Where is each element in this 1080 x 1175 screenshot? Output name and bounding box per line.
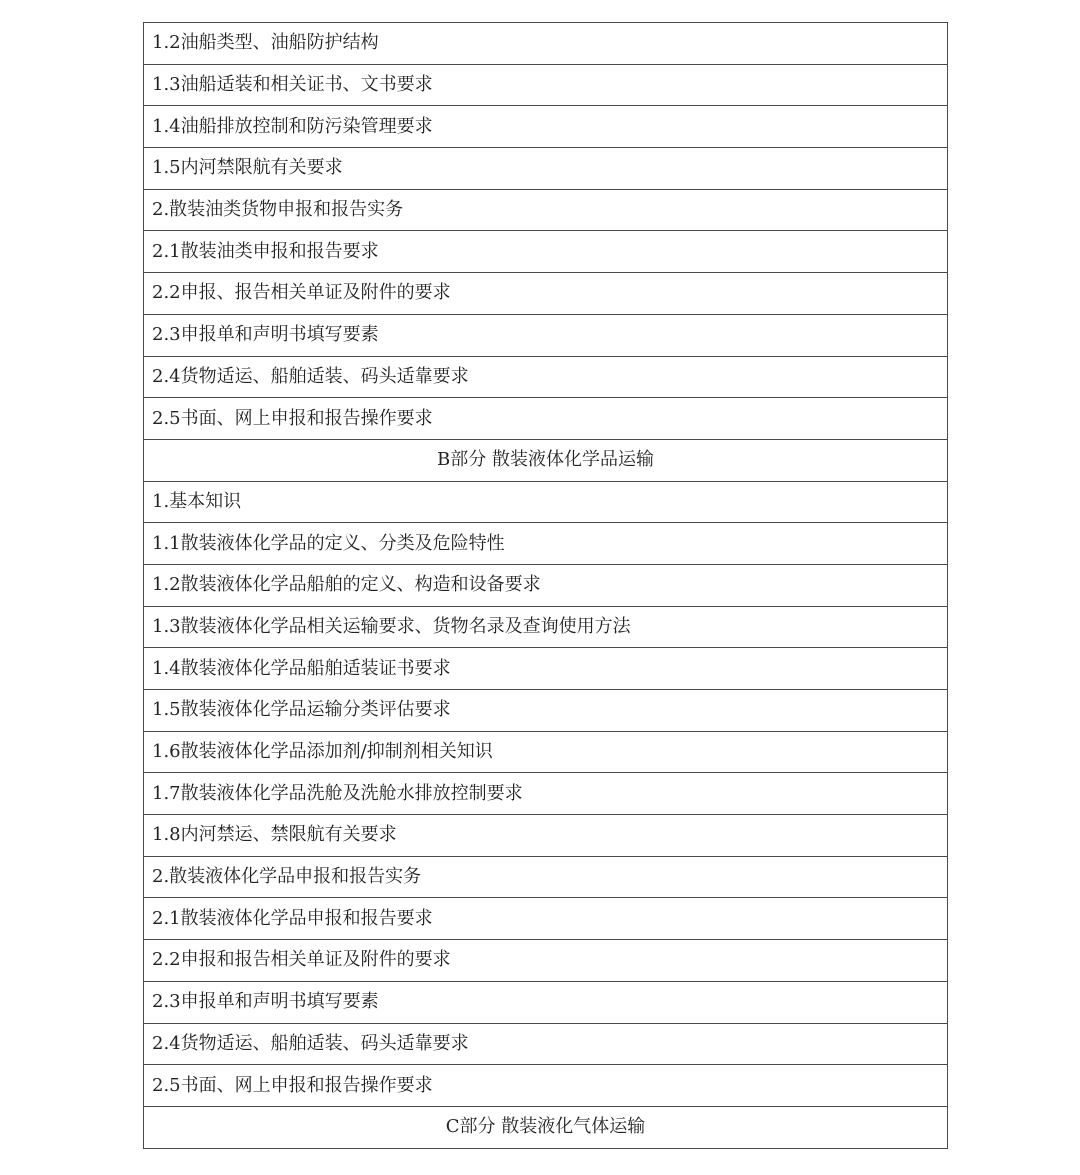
- syllabus-table: [143, 22, 948, 1149]
- table-cell: 2.3申报单和声明书填写要素: [144, 314, 948, 356]
- table-row: [144, 856, 948, 898]
- table-cell: 1.5内河禁限航有关要求: [144, 148, 948, 190]
- table-cell: 2.4货物适运、船舶适装、码头适靠要求: [144, 1023, 948, 1065]
- table-row: [144, 898, 948, 940]
- table-row: [144, 64, 948, 106]
- section-heading: B部分 散装液体化学品运输: [144, 439, 948, 481]
- table-row: [144, 231, 948, 273]
- section-heading: C部分 散装液化气体运输: [144, 1106, 948, 1148]
- table-row: [144, 189, 948, 231]
- table-cell: 1.7散装液体化学品洗舱及洗舱水排放控制要求: [144, 773, 948, 815]
- table-row: [144, 773, 948, 815]
- table-cell: 1.4油船排放控制和防污染管理要求: [144, 106, 948, 148]
- table-cell: 2.散装液体化学品申报和报告实务: [144, 856, 948, 898]
- table-row: [144, 606, 948, 648]
- table-row: [144, 1023, 948, 1065]
- table-row: [144, 314, 948, 356]
- table-row: [144, 106, 948, 148]
- table-cell: 2.散装油类货物申报和报告实务: [144, 189, 948, 231]
- table-row: [144, 356, 948, 398]
- table-cell: 1.6散装液体化学品添加剂/抑制剂相关知识: [144, 731, 948, 773]
- table-row: [144, 940, 948, 982]
- table-row: [144, 564, 948, 606]
- table-row: [144, 148, 948, 190]
- table-row: [144, 481, 948, 523]
- table-cell: 1.5散装液体化学品运输分类评估要求: [144, 690, 948, 732]
- section-row: [144, 439, 948, 481]
- table-cell: 2.3申报单和声明书填写要素: [144, 981, 948, 1023]
- table-cell: 2.5书面、网上申报和报告操作要求: [144, 1065, 948, 1107]
- section-row: [144, 1106, 948, 1148]
- syllabus-table-body: [144, 23, 948, 1149]
- table-row: [144, 815, 948, 857]
- table-cell: 1.2油船类型、油船防护结构: [144, 23, 948, 65]
- table-cell: 1.8内河禁运、禁限航有关要求: [144, 815, 948, 857]
- table-row: [144, 731, 948, 773]
- table-cell: 1.1散装液体化学品的定义、分类及危险特性: [144, 523, 948, 565]
- table-row: [144, 690, 948, 732]
- table-cell: 2.4货物适运、船舶适装、码头适靠要求: [144, 356, 948, 398]
- table-cell: 2.1散装油类申报和报告要求: [144, 231, 948, 273]
- table-row: [144, 1065, 948, 1107]
- table-cell: 1.基本知识: [144, 481, 948, 523]
- table-cell: 2.2申报和报告相关单证及附件的要求: [144, 940, 948, 982]
- table-cell: 2.2申报、报告相关单证及附件的要求: [144, 273, 948, 315]
- table-row: [144, 398, 948, 440]
- table-cell: 1.2散装液体化学品船舶的定义、构造和设备要求: [144, 564, 948, 606]
- table-cell: 1.3油船适装和相关证书、文书要求: [144, 64, 948, 106]
- table-row: [144, 23, 948, 65]
- table-row: [144, 648, 948, 690]
- table-row: [144, 523, 948, 565]
- table-cell: 2.5书面、网上申报和报告操作要求: [144, 398, 948, 440]
- table-cell: 1.3散装液体化学品相关运输要求、货物名录及查询使用方法: [144, 606, 948, 648]
- table-row: [144, 273, 948, 315]
- table-cell: 1.4散装液体化学品船舶适装证书要求: [144, 648, 948, 690]
- table-row: [144, 981, 948, 1023]
- table-cell: 2.1散装液体化学品申报和报告要求: [144, 898, 948, 940]
